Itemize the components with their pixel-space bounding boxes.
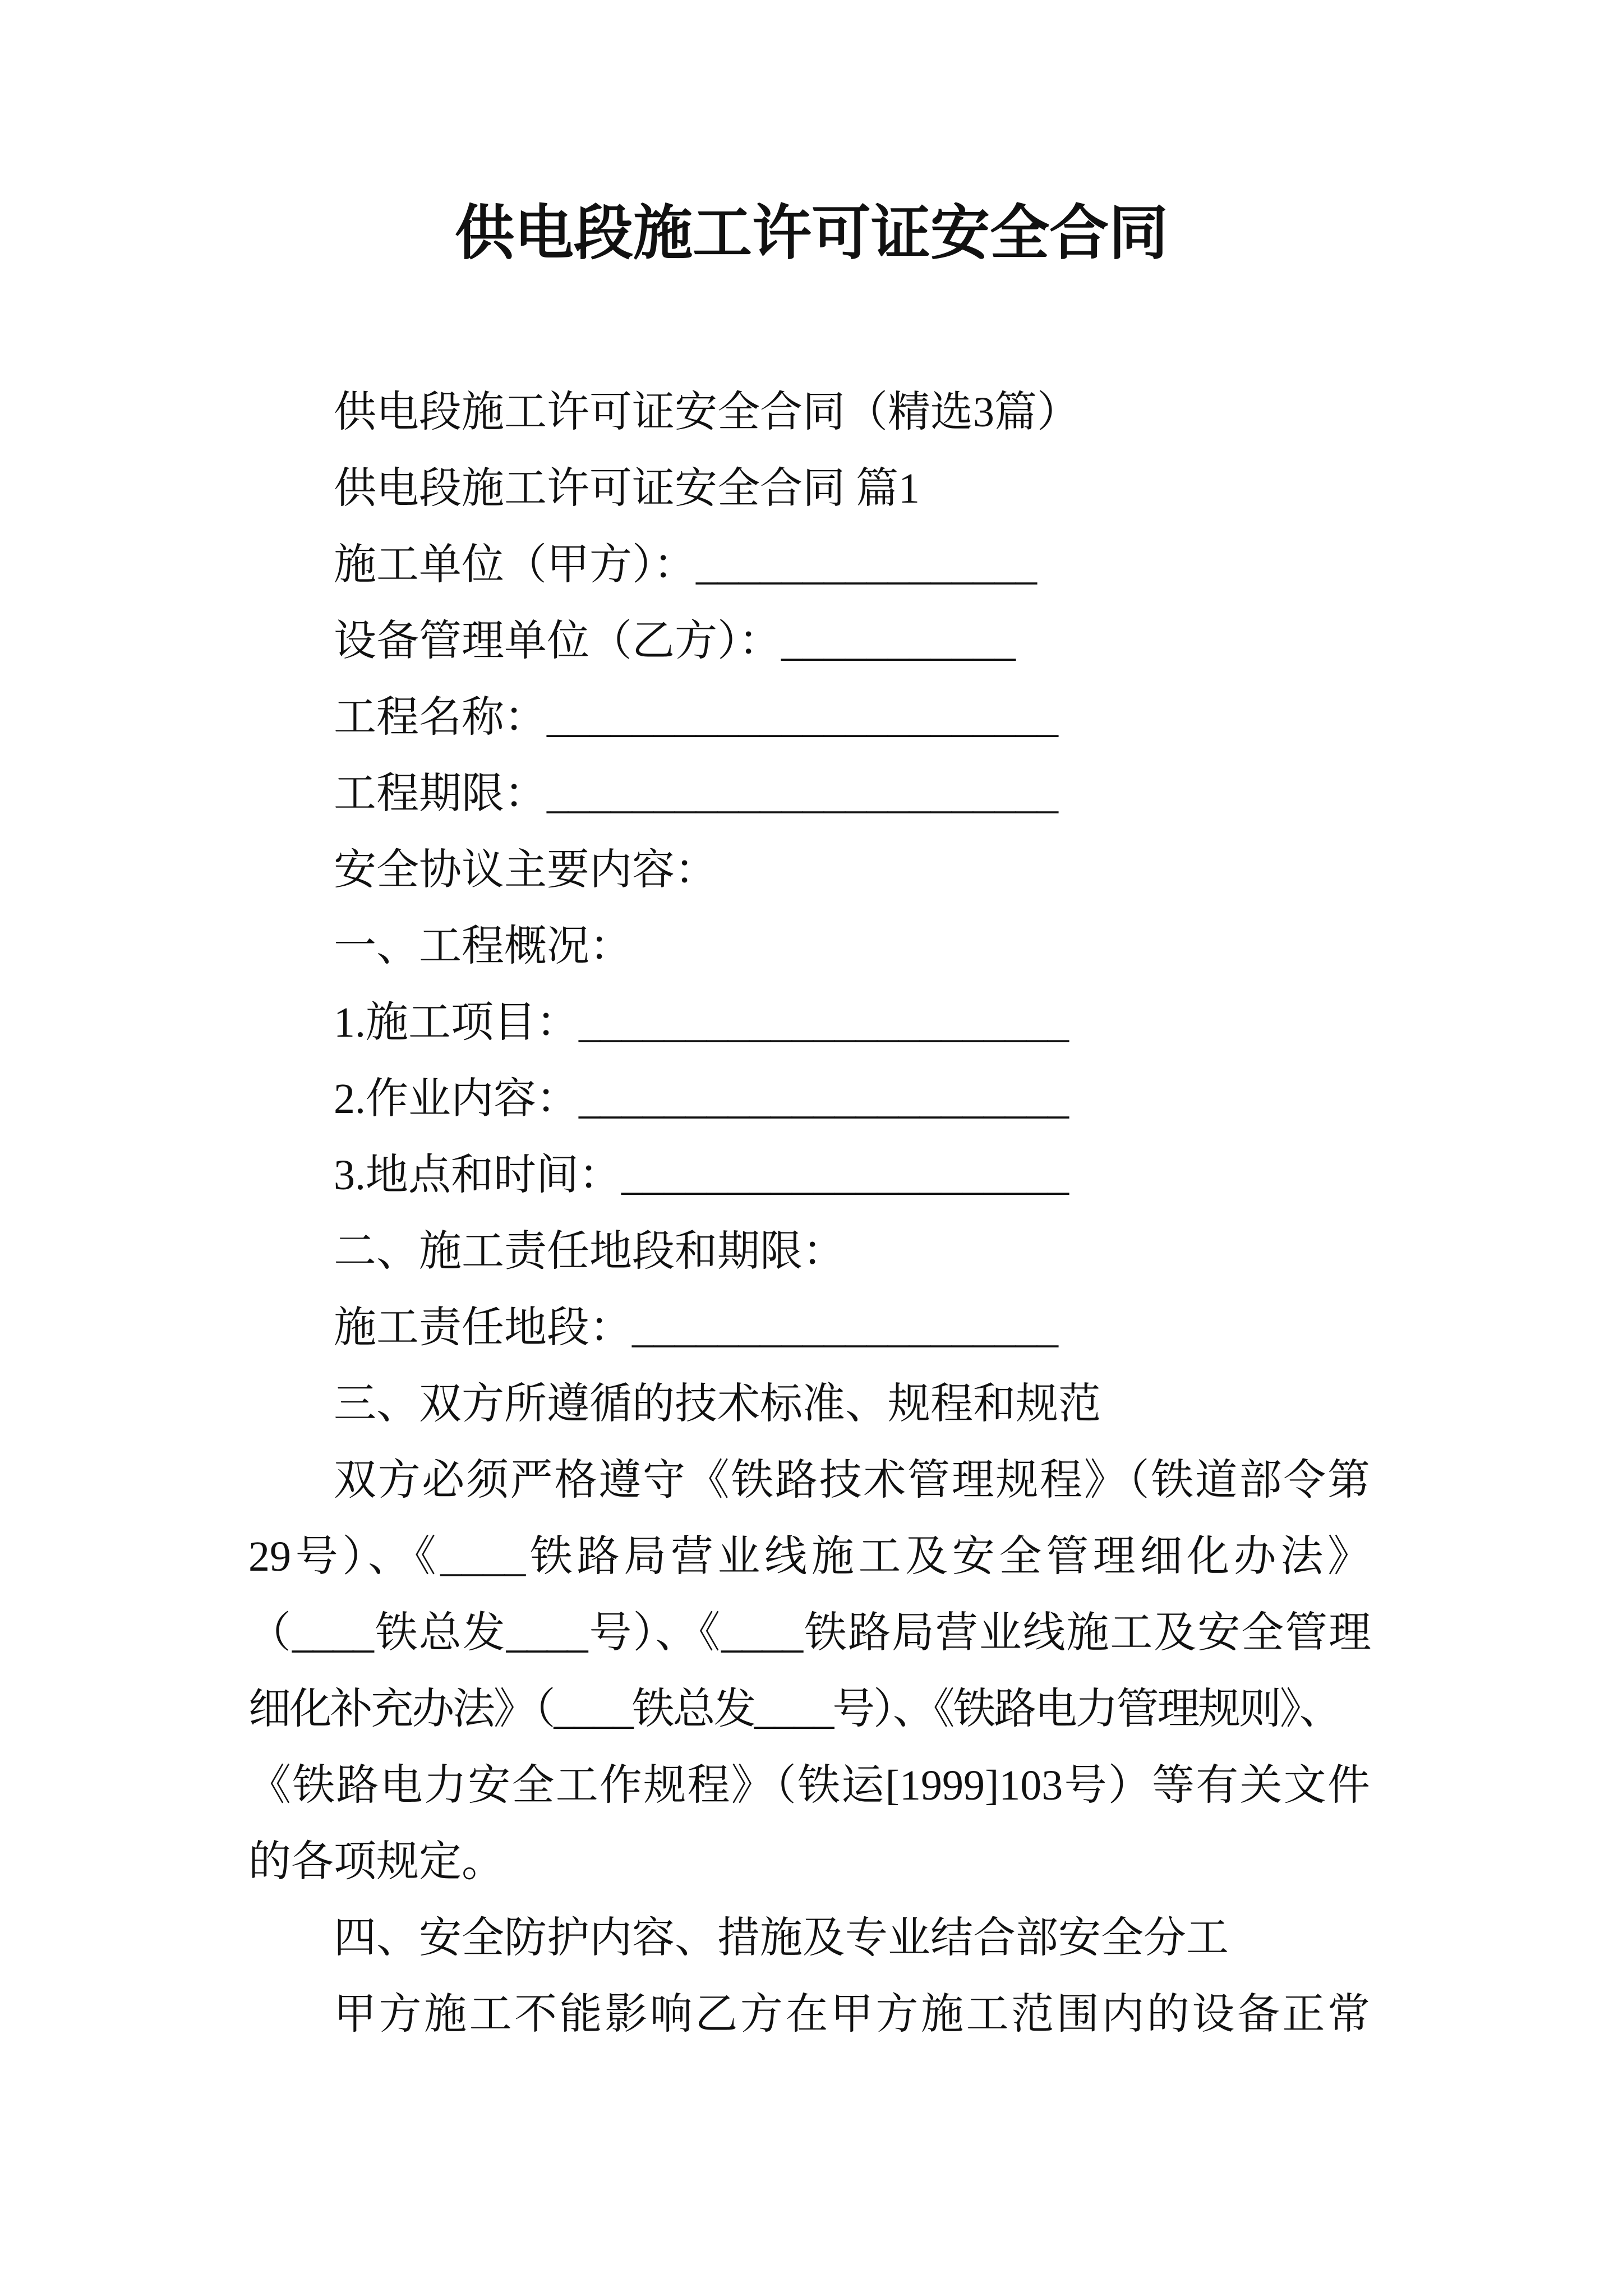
collection-title: 供电段施工许可证安全合同（精选3篇） [334, 389, 1080, 436]
field-construction-item: 1.施工项目：_______________________ [334, 999, 1069, 1046]
paragraph-line: 甲方施工不能影响乙方在甲方施工范围内的设备正常 [334, 1991, 1370, 2038]
section-intro: 安全协议主要内容： [334, 846, 717, 894]
field-work-content: 2.作业内容：_______________________ [334, 1075, 1069, 1122]
article-heading: 供电段施工许可证安全合同 篇1 [334, 465, 920, 512]
field-project-period: 工程期限：________________________ [334, 770, 1058, 817]
paragraph-line: 《铁路电力安全工作规程》（铁运[1999]103号）等有关文件 [248, 1762, 1370, 1809]
section-heading-3: 三、双方所遵循的技术标准、规程和规范 [334, 1381, 1101, 1428]
section-heading-4: 四、安全防护内容、措施及专业结合部安全分工 [334, 1915, 1229, 1962]
field-construction-unit: 施工单位（甲方）：________________ [334, 541, 1037, 588]
section-heading-2: 二、施工责任地段和期限： [334, 1228, 845, 1275]
paragraph-line: 29号）、《____铁路局营业线施工及安全管理细化办法》 [248, 1533, 1370, 1580]
paragraph-line: （____铁总发____号）、《____铁路局营业线施工及安全管理 [248, 1609, 1370, 1657]
paragraph-line: 的各项规定。 [248, 1838, 504, 1885]
section-heading-1: 一、工程概况： [334, 923, 632, 970]
paragraph-line: 细化补充办法》（____铁总发____号）、《铁路电力管理规则》、 [248, 1686, 1340, 1733]
paragraph-line: 双方必须严格遵守《铁路技术管理规程》（铁道部令第 [334, 1457, 1370, 1504]
document-body [248, 374, 1370, 2053]
field-project-name: 工程名称：________________________ [334, 694, 1058, 741]
field-responsibility-section: 施工责任地段：____________________ [334, 1304, 1058, 1351]
field-location-time: 3.地点和时间：_____________________ [334, 1152, 1069, 1199]
document-title: 供电段施工许可证安全合同 [455, 201, 1168, 266]
field-equipment-management-unit: 设备管理单位（乙方）：___________ [334, 618, 1016, 665]
